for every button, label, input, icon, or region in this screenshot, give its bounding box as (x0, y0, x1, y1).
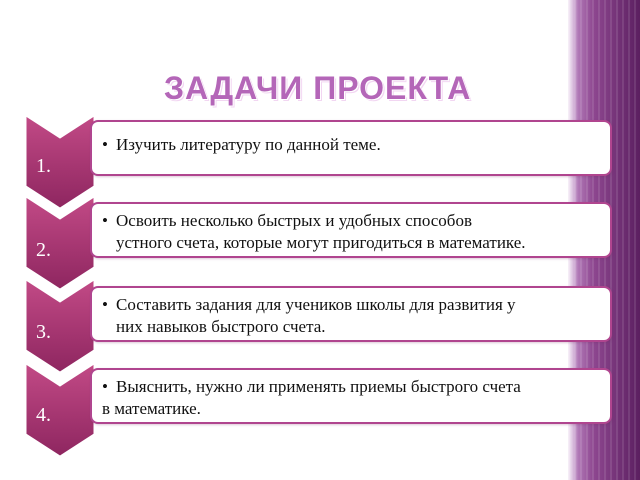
bullet-3: • (102, 295, 108, 314)
task-4-line-2: в математике. (102, 399, 201, 418)
task-2-line-1: Освоить несколько быстрых и удобных способов (116, 211, 472, 230)
task-3-line-1: Составить задания для учеников школы для развития у (116, 295, 516, 314)
task-card-2 (90, 202, 612, 258)
task-1-line-1: Изучить литературу по данной теме. (116, 135, 381, 154)
step-number-4: 4. (36, 404, 51, 426)
page-title: ЗАДАЧИ ПРОЕКТА (164, 70, 472, 106)
bullet-1: • (102, 135, 108, 154)
task-3-line-2: них навыков быстрого счета. (116, 317, 326, 336)
task-card-1 (90, 120, 612, 176)
task-2-line-2: устного счета, которые могут пригодиться в математике. (116, 233, 526, 252)
step-number-2: 2. (36, 239, 51, 261)
task-card-3 (90, 286, 612, 342)
step-number-3: 3. (36, 321, 51, 343)
task-4-line-1: Выяснить, нужно ли применять приемы быстрого счета (116, 377, 521, 396)
step-number-1: 1. (36, 155, 51, 177)
task-card-4 (90, 368, 612, 424)
bullet-2: • (102, 211, 108, 230)
bullet-4: • (102, 377, 108, 396)
